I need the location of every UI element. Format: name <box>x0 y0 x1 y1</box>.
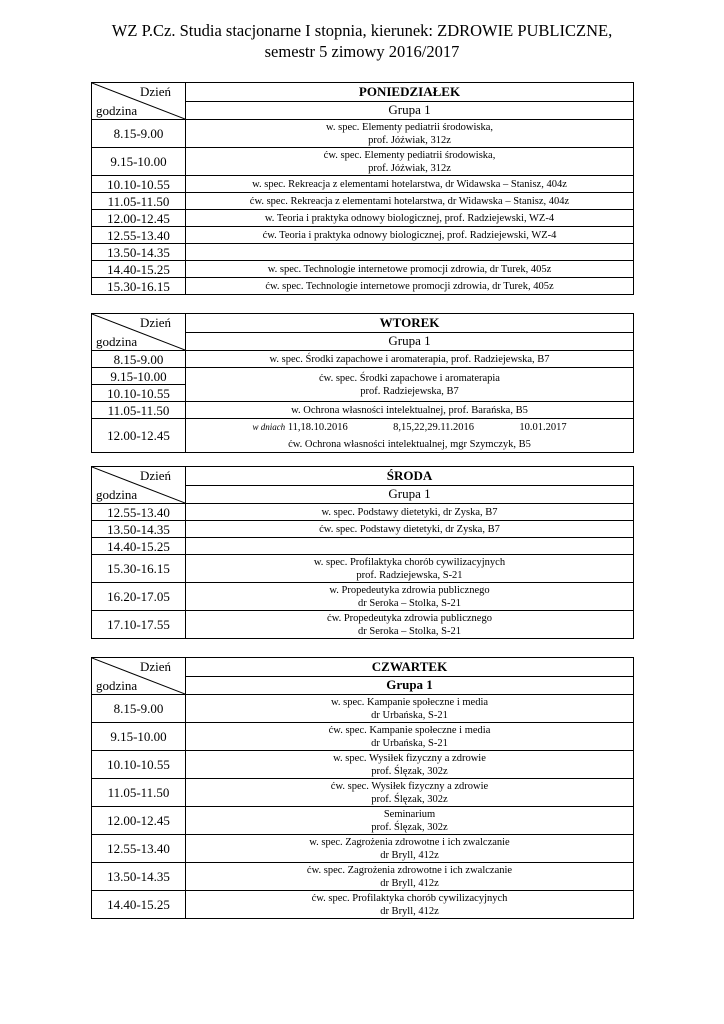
class-entry-line: dr Seroka – Stolka, S-21 <box>358 625 461 637</box>
class-entry-line: w. Propedeutyka zdrowia publicznego <box>329 584 490 596</box>
thursday-schedule-table <box>91 657 634 919</box>
table-row <box>92 807 634 835</box>
time-slot: 11.05-11.50 <box>92 402 186 419</box>
time-slot: 15.30-16.15 <box>92 555 186 583</box>
table-corner-header <box>92 83 186 120</box>
tuesday-schedule-table <box>91 313 634 453</box>
class-entry-line: ćw. spec. Środki zapachowe i aromaterapia <box>319 372 500 384</box>
dates-label: w dniach <box>252 421 286 432</box>
class-entry <box>186 695 634 723</box>
table-row <box>92 891 634 919</box>
day-label: Dzień <box>139 468 171 483</box>
time-slot: 12.00-12.45 <box>92 210 186 227</box>
class-entry-line: dr Bryll, 412z <box>380 877 439 889</box>
class-entry-line: ćw. spec. Elementy pediatrii środowiska, <box>323 149 496 161</box>
wednesday-schedule-table <box>91 466 634 639</box>
time-slot: 10.10-10.55 <box>92 176 186 193</box>
class-entry <box>186 419 634 453</box>
table-row <box>92 227 634 244</box>
time-slot: 14.40-15.25 <box>92 261 186 278</box>
class-entry: w. spec. Technologie internetowe promocji zdrowia, dr Turek, 405z <box>186 261 634 278</box>
class-entry-line: dr Urbańska, S-21 <box>371 709 448 721</box>
time-slot: 13.50-14.35 <box>92 863 186 891</box>
group-label: Grupa 1 <box>186 332 634 351</box>
class-entry <box>186 891 634 919</box>
class-entry: w. Teoria i praktyka odnowy biologicznej, prof. Radziejewski, WZ-4 <box>186 210 634 227</box>
class-entry-line: dr Seroka – Stolka, S-21 <box>358 597 461 609</box>
class-entry <box>186 538 634 555</box>
class-entry <box>186 863 634 891</box>
time-slot: 13.50-14.35 <box>92 244 186 261</box>
hour-label: godzina <box>96 334 138 349</box>
day-name: PONIEDZIAŁEK <box>186 83 634 102</box>
monday-schedule-table <box>91 82 634 295</box>
class-entry-line: dr Bryll, 412z <box>380 905 439 917</box>
time-slot: 11.05-11.50 <box>92 779 186 807</box>
dates-january: 10.01.2017 <box>519 421 567 433</box>
class-entry-line: prof. Ślęzak, 302z <box>371 765 448 777</box>
group-label: Grupa 1 <box>186 676 634 695</box>
class-entry-merged <box>186 368 634 402</box>
class-entry-line: ćw. spec. Profilaktyka chorób cywilizacyjnych <box>311 892 508 904</box>
class-entry: ćw. Teoria i praktyka odnowy biologicznej, prof. Radziejewski, WZ-4 <box>186 227 634 244</box>
table-row <box>92 751 634 779</box>
class-entry-line: ćw. spec. Kampanie społeczne i media <box>328 724 491 736</box>
class-entry-line: ćw. Propedeutyka zdrowia publicznego <box>327 612 492 624</box>
time-slot: 10.10-10.55 <box>92 385 186 402</box>
time-slot: 10.10-10.55 <box>92 751 186 779</box>
class-entry <box>186 555 634 583</box>
time-slot: 12.55-13.40 <box>92 227 186 244</box>
hour-label: godzina <box>96 678 138 693</box>
class-entry-line: w. spec. Profilaktyka chorób cywilizacyjnych <box>313 556 506 568</box>
table-corner-header <box>92 658 186 695</box>
class-entry: w. spec. Podstawy dietetyki, dr Zyska, B7 <box>186 504 634 521</box>
class-entry: ćw. spec. Podstawy dietetyki, dr Zyska, B7 <box>186 521 634 538</box>
class-entry: w. Ochrona własności intelektualnej, prof. Barańska, B5 <box>186 402 634 419</box>
table-row <box>92 120 634 148</box>
class-entry <box>186 835 634 863</box>
time-slot: 16.20-17.05 <box>92 583 186 611</box>
table-row <box>92 555 634 583</box>
class-entry-line: ćw. spec. Wysiłek fizyczny a zdrowie <box>330 780 489 792</box>
table-row <box>92 863 634 891</box>
class-entry-line: w. spec. Kampanie społeczne i media <box>330 696 489 708</box>
class-entry-line: w. spec. Elementy pediatrii środowiska, <box>326 121 493 133</box>
time-slot: 14.40-15.25 <box>92 891 186 919</box>
time-slot: 15.30-16.15 <box>92 278 186 295</box>
class-entry <box>186 148 634 176</box>
class-entry <box>186 779 634 807</box>
class-dates-line <box>186 421 633 434</box>
class-entry: w. spec. Środki zapachowe i aromaterapia, prof. Radziejewska, B7 <box>186 351 634 368</box>
day-name: CZWARTEK <box>186 658 634 677</box>
table-row <box>92 176 634 193</box>
class-entry-line: prof. Radziejewska, B7 <box>360 385 459 397</box>
table-row <box>92 278 634 295</box>
table-row <box>92 351 634 368</box>
time-slot: 12.00-12.45 <box>92 807 186 835</box>
table-row <box>92 611 634 639</box>
class-entry: ćw. spec. Rekreacja z elementami hotelarstwa, dr Widawska – Stanisz, 404z <box>186 193 634 210</box>
table-row <box>92 538 634 555</box>
class-entry-line: prof. Jóźwiak, 312z <box>368 134 451 146</box>
class-entry-line: ćw. spec. Zagrożenia zdrowotne i ich zwalczanie <box>306 864 513 876</box>
class-entry <box>186 244 634 261</box>
table-row <box>92 723 634 751</box>
class-entry <box>186 611 634 639</box>
class-entry-line: Seminarium <box>383 808 436 820</box>
title-line-2: semestr 5 zimowy 2016/2017 <box>264 42 460 61</box>
table-row <box>92 419 634 453</box>
time-slot: 9.15-10.00 <box>92 148 186 176</box>
class-entry <box>186 120 634 148</box>
day-label: Dzień <box>139 659 171 674</box>
table-row <box>92 521 634 538</box>
class-entry <box>186 751 634 779</box>
time-slot: 8.15-9.00 <box>92 120 186 148</box>
table-row <box>92 244 634 261</box>
class-entry-line: w. spec. Zagrożenia zdrowotne i ich zwalczanie <box>309 836 510 848</box>
hour-label: godzina <box>96 103 138 118</box>
table-row <box>92 193 634 210</box>
table-row <box>92 261 634 278</box>
class-entry-line: prof. Ślęzak, 302z <box>371 793 448 805</box>
dates-november: 8,15,22,29.11.2016 <box>393 421 475 433</box>
table-corner-header <box>92 314 186 351</box>
title-line-1: WZ P.Cz. Studia stacjonarne I stopnia, kierunek: ZDROWIE PUBLICZNE, <box>111 21 613 40</box>
class-entry: ćw. spec. Technologie internetowe promocji zdrowia, dr Turek, 405z <box>186 278 634 295</box>
table-row <box>92 402 634 419</box>
table-row <box>92 583 634 611</box>
time-slot: 11.05-11.50 <box>92 193 186 210</box>
class-entry-line: prof. Radziejewska, S-21 <box>356 569 463 581</box>
time-slot: 17.10-17.55 <box>92 611 186 639</box>
table-row <box>92 210 634 227</box>
class-entry <box>186 583 634 611</box>
dates-october: 11,18.10.2016 <box>287 421 348 433</box>
hour-label: godzina <box>96 487 138 502</box>
day-label: Dzień <box>139 315 171 330</box>
class-entry-line: ćw. Ochrona własności intelektualnej, mgr Szymczyk, B5 <box>288 438 531 450</box>
day-label: Dzień <box>139 84 171 99</box>
table-corner-header <box>92 467 186 504</box>
document-title <box>0 20 724 62</box>
class-entry-line: prof. Ślęzak, 302z <box>371 821 448 833</box>
time-slot: 9.15-10.00 <box>92 368 186 385</box>
class-entry-line: dr Urbańska, S-21 <box>371 737 448 749</box>
class-entry: w. spec. Rekreacja z elementami hotelarstwa, dr Widawska – Stanisz, 404z <box>186 176 634 193</box>
table-row <box>92 504 634 521</box>
time-slot: 9.15-10.00 <box>92 723 186 751</box>
day-name: WTOREK <box>186 314 634 333</box>
table-row <box>92 695 634 723</box>
time-slot: 13.50-14.35 <box>92 521 186 538</box>
time-slot: 14.40-15.25 <box>92 538 186 555</box>
time-slot: 12.55-13.40 <box>92 835 186 863</box>
time-slot: 12.55-13.40 <box>92 504 186 521</box>
class-entry-line: w. spec. Wysiłek fizyczny a zdrowie <box>333 752 486 764</box>
time-slot: 8.15-9.00 <box>92 351 186 368</box>
table-row <box>92 148 634 176</box>
table-row <box>92 779 634 807</box>
group-label: Grupa 1 <box>186 101 634 120</box>
time-slot: 8.15-9.00 <box>92 695 186 723</box>
time-slot: 12.00-12.45 <box>92 419 186 453</box>
class-entry <box>186 807 634 835</box>
class-entry-line: prof. Jóźwiak, 312z <box>368 162 451 174</box>
day-name: ŚRODA <box>186 467 634 486</box>
class-entry <box>186 723 634 751</box>
group-label: Grupa 1 <box>186 485 634 504</box>
table-row <box>92 835 634 863</box>
class-entry-line: dr Bryll, 412z <box>380 849 439 861</box>
table-row <box>92 368 634 385</box>
